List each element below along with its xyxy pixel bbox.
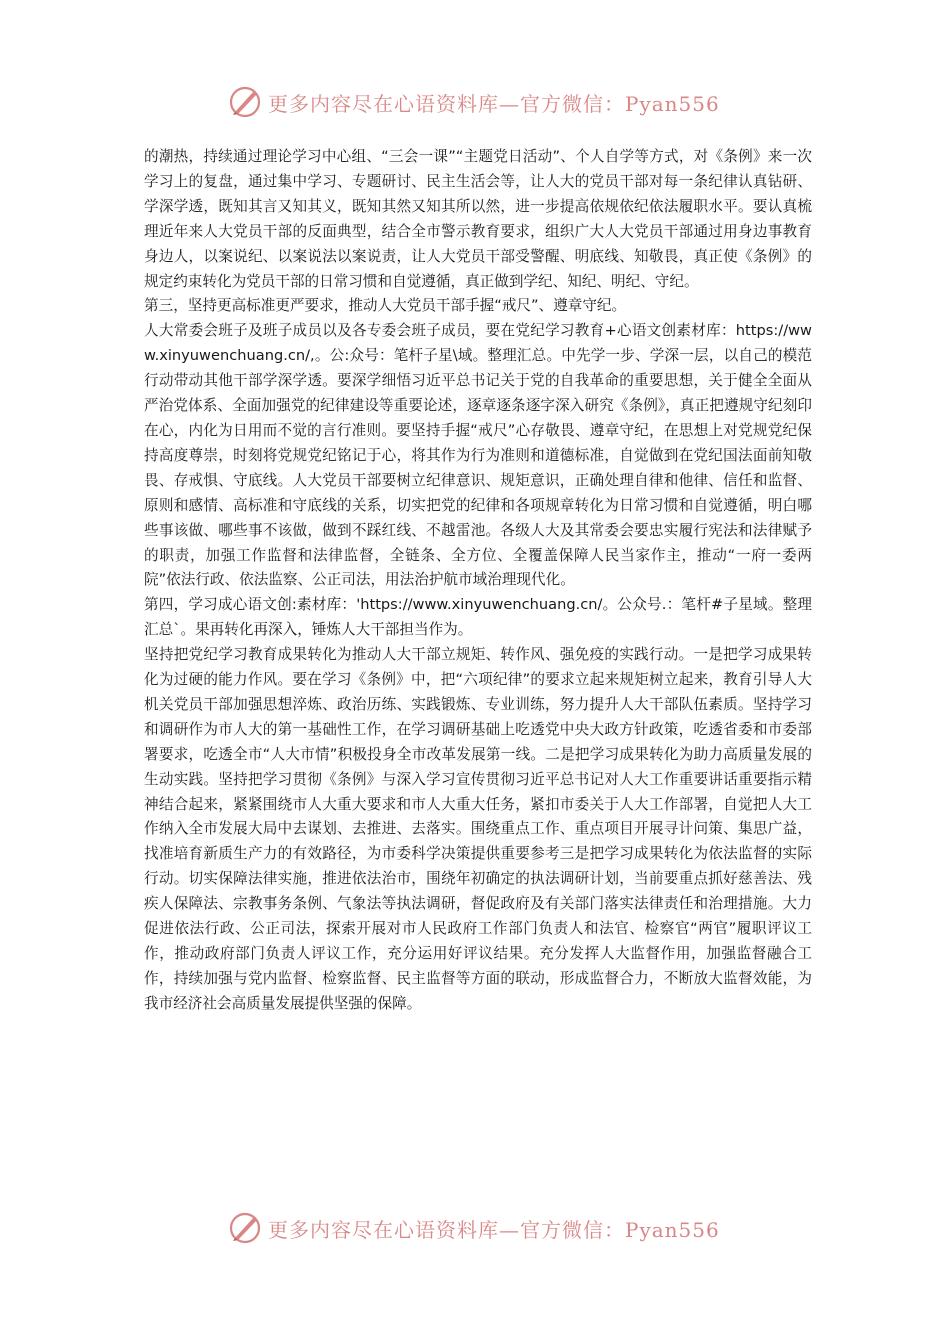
footer-watermark [228,1208,728,1248]
paragraph-3: 坚持把党纪学习教育成果转化为推动人大干部立规矩、转作风、强免疫的实践行动。一是把学习成果转化为过硬的能力作风。要在学习《条例》中，把“六项纪律”的要求立起来规矩树立起来，教育引导人大机关党员干部加强思想淬炼、政治历练、实践锻炼、专业训练，努力提升人大干部队伍素质。坚持学习和调研作为市人大的第一基础性工作，在学习调研基础上吃透党中央大政方针政策，吃透省委和市委部署要求，吃透全市“人大市情”积极投身全市改革发展第一线。二是把学习成果转化为助力高质量发展的生动实践。坚持把学习贯彻《条例》与深入学习宣传贯彻习近平总书记对人大工作重要讲话重要指示精神结合起来，紧紧围绕市人大重大要求和市人大重大任务，紧扣市委关于人大工作部署，自觉把人大工作纳入全市发展大局中去谋划、去推进、去落实。围绕重点工作、重点项目开展寻计问策、集思广益，找准培育新质生产力的有效路径，为市委科学决策提供重要参考三是把学习成果转化为依法监督的实际行动。切实保障法律实施，推进依法治市，围绕年初确定的执法调研计划，当前要重点抓好慈善法、残疾人保障法、宗教事务条例、气象法等执法调研，督促政府及有关部门落实法律责任和治理措施。大力促进依法行政、公正司法，探索开展对市人民政府工作部门负责人和法官、检察官“两官”履职评议工作，推动政府部门负责人评议工作，充分运用好评议结果。充分发挥人大监督作用，加强监督融合工作，持续加强与党内监督、检察监督、民主监督等方面的联动，形成监督合力，不断放大监督效能，为我市经济社会高质量发展提供坚强的保障。 [144,646,812,1012]
footer-watermark-text: 更多内容尽在心语资料库—官方微信：Pyan556 [268,1217,720,1242]
header-watermark [228,82,728,122]
document-body [144,145,812,1017]
header-watermark-text: 更多内容尽在心语资料库—官方微信：Pyan556 [268,91,720,116]
paragraph-1: 的潮热，持续通过理论学习中心组、“三会一课”“主题党日活动”、个人自学等方式，对《条例》来一次学习上的复盘，通过集中学习、专题研讨、民主生活会等，让人大的党员干部对每一条纪律认真钻研、学深学透，既知其言又知其义，既知其然又知其所以然，进一步提高依规依纪依法履职水平。要认真梳理近年来人大党员干部的反面典型，结合全市警示教育要求，组织广大人大党员干部通过用身边事教育身边人，以案说纪、以案说法以案说责，让人大党员干部受警醒、明底线、知敬畏，真正使《条例》的规定约束转化为党员干部的日常习惯和自觉遵循，真正做到学纪、知纪、明纪、守纪。 [144,148,812,290]
pen-logo-icon [228,1211,262,1245]
paragraph-2: 人大常委会班子及班子成员以及各专委会班子成员，要在党纪学习教育+心语文创素材库：https://www.xinyuwenchuang.cn/,。公:众号：笔杆子星\域。整理汇总。中先学一步、学深一层，以自己的模范行动带动其他干部学深学透。要深学细悟习近平总书记关于党的自我革命的重要思想，关于健全全面从严治党体系、全面加强党的纪律建设等重要论述，逐章逐条逐字深入研究《条例》，真正把遵规守纪刻印在心，内化为日用而不觉的言行准则。要坚持手握“戒尺”心存敬畏、遵章守纪，在思想上对党规党纪保持高度尊崇，时刻将党规党纪铭记于心，将其作为行为准则和道德标准，自觉做到在党纪国法面前知敬畏、存戒惧、守底线。人大党员干部要树立纪律意识、规矩意识，正确处理自律和他律、信任和监督、原则和感情、高标准和守底线的关系，切实把党的纪律和各项规章转化为日常习惯和自觉遵循，明白哪些事该做、哪些事不该做，做到不踩红线、不越雷池。各级人大及其常委会要忠实履行宪法和法律赋予的职责，加强工作监督和法律监督，全链条、全方位、全覆盖保障人民当家作主，推动“一府一委两院”依法行政、依法监察、公正司法，用法治护航市域治理现代化。 [144,322,812,589]
section-heading-3: 第三，坚持更高标准更严要求，推动人大党员干部手握“戒尺”、遵章守纪。 [144,297,627,315]
section-heading-4: 第四，学习成心语文创:素材库：'https://www.xinyuwenchuang.cn/。公众号.：笔杆#子星域。整理汇总`。果再转化再深入，锤炼人大干部担当作为。 [144,596,812,639]
pen-logo-icon [228,85,262,119]
